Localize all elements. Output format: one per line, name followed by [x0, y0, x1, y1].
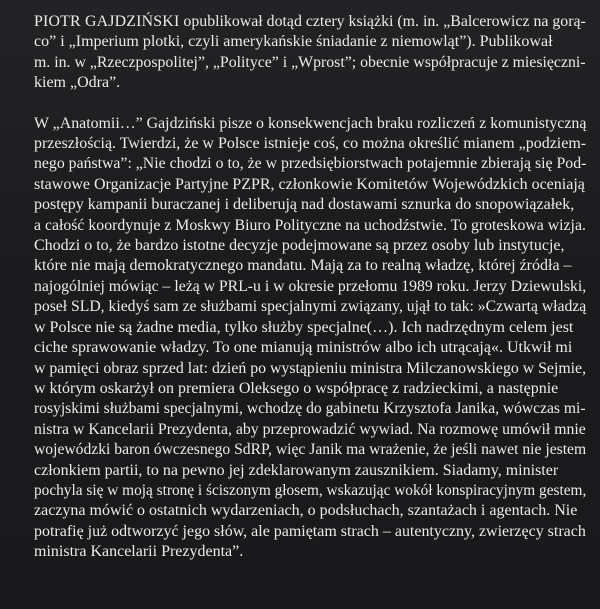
blurb-line: poseł SLD, kiedyś sam ze służbami specjalnymi związany, ujął to tak: »Czwartą władzą	[34, 298, 587, 316]
blurb-line: ministra Kancelarii Prezydenta”.	[34, 543, 244, 561]
blurb-line: pochyla się w moją stronę i ściszonym głosem, wskazując wokół konspiracyjnym gestem,	[34, 481, 587, 499]
blurb-line: w pamięci obraz sprzed lat: dzień po wystąpieniu ministra Milczanowskiego w Sejmie,	[34, 359, 587, 377]
blurb-line: Chodzi o to, że bardzo istotne decyzje podejmowane są przez osoby lub instytucje,	[34, 237, 565, 255]
blurb-line: członkiem partii, to na pewno jej zdeklarowanym zausznikiem. Siadamy, minister	[34, 461, 559, 479]
blurb-line: nego państwa”: „Nie chodzi o to, że w przedsiębiorstwach potajemnie zbierają się Pod-	[34, 155, 587, 173]
book-blurb	[34, 114, 586, 563]
blurb-line: wojewódzki baron ówczesnego SdRP, więc Janik ma wrażenie, że jeśli nawet nie jestem	[34, 441, 587, 459]
blurb-line: rosyjskimi służbami specjalnymi, wchodzę do gabinetu Krzysztofa Janika, wówczas mi-	[34, 400, 586, 418]
blurb-line: najogólniej mówiąc – leżą w PRL-u i w okresie przełomu 1989 roku. Jerzy Dziewulski,	[34, 277, 587, 295]
bio-line: kiem „Odra”.	[34, 74, 121, 92]
bio-line: co” i „Imperium plotki, czyli amerykańskie śniadanie z niemowląt”). Publikował	[34, 33, 553, 51]
blurb-line: w którym oskarżył on premiera Oleksego o współpracę z radzieckimi, a następnie	[34, 379, 559, 397]
blurb-line: a całość koordynuje z Moskwy Biuro Polityczne na uchodźstwie. To groteskowa wizja.	[34, 216, 586, 234]
blurb-line: zaczyna mówić o ostatnich wydarzeniach, o podsłuchach, szantażach i agentach. Nie	[34, 502, 578, 520]
blurb-line: które nie mają demokratycznego mandatu. Mają za to realną władzę, której źródła –	[34, 257, 572, 275]
bio-line	[34, 12, 586, 32]
blurb-line: nistra w Kancelarii Prezydenta, aby przeprowadzić wywiad. Na rozmowę umówił mnie	[34, 420, 586, 438]
blurb-line: przeszłością. Twierdzi, że w Polsce istnieje coś, co można określić mianem „podziem-	[34, 135, 587, 153]
blurb-line: potrafię już odtworzyć jego słów, ale pamiętam strach – autentyczny, zwierzęcy strach	[34, 522, 586, 540]
blurb-line: stawowe Organizacje Partyjne PZPR, członkowie Komitetów Wojewódzkich oceniają	[34, 175, 585, 193]
blurb-line: ciche sprawowanie władzy. To one mianują ministrów albo ich utrącają«. Utkwił mi	[34, 339, 573, 357]
blurb-line: w Polsce nie są żadne media, tylko służby specjalne(…). Ich nadrzędnym celem jest	[34, 318, 574, 336]
author-bio	[34, 12, 586, 94]
blurb-first-line: W „Anatomii…” Gajdziński pisze o konsekwencjach braku rozliczeń z komunistyczną	[34, 114, 587, 132]
bio-text: opublikował dotąd cztery książki (m. in. „Balcerowicz na gorą-	[179, 13, 586, 30]
bio-line: m. in. w „Rzeczpospolitej”, „Polityce” i „Wprost”; obecnie współpracuje z miesięczni-	[34, 53, 586, 71]
author-name: PIOTR GAJDZIŃSKI	[34, 13, 180, 30]
blurb-line: postępy kampanii buraczanej i deliberują nad dostawami sznurka do snopowiązałek,	[34, 196, 575, 214]
